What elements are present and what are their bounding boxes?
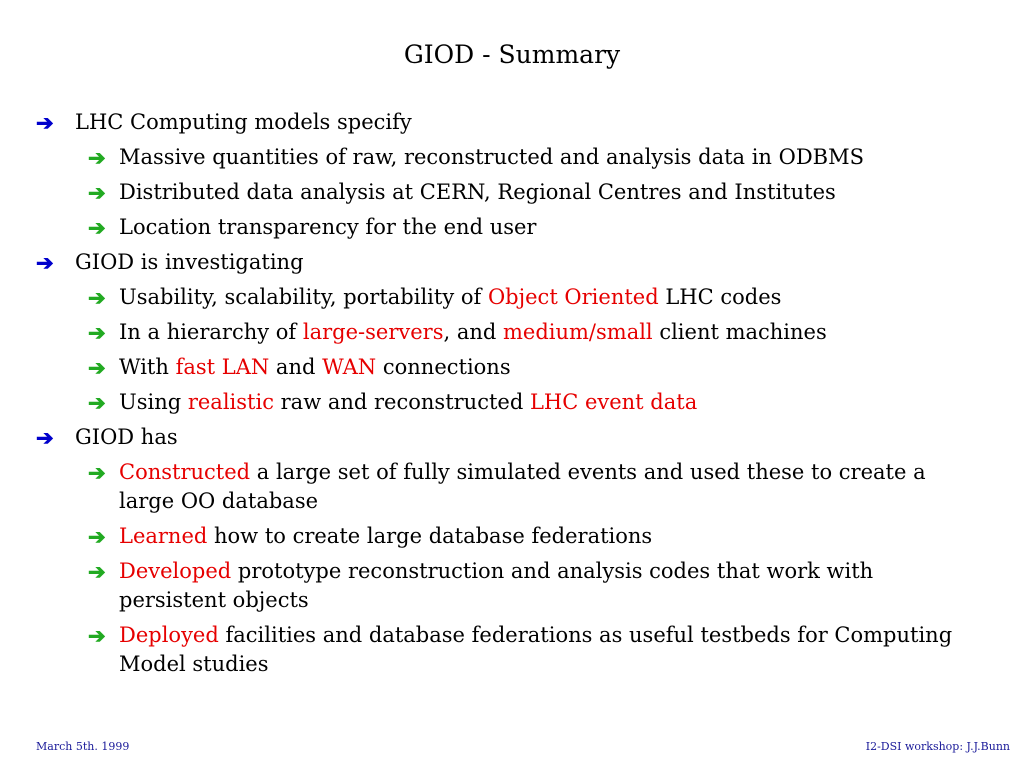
- arrow-bullet-icon: ➔: [36, 250, 54, 275]
- bullet-text: prototype reconstruction and analysis codes that work with persistent objects: [119, 559, 874, 612]
- sub-bullet-item: [0, 143, 1024, 172]
- bullet-text: a large set of fully simulated events and used these to create a large OO database: [119, 460, 926, 513]
- arrow-bullet-icon: ➔: [88, 145, 106, 170]
- arrow-bullet-icon: ➔: [88, 285, 106, 310]
- highlighted-text: WAN: [322, 355, 377, 379]
- highlighted-text: Constructed: [119, 460, 251, 484]
- sub-bullet-item: [0, 283, 1024, 312]
- bullet-text: connections: [376, 355, 511, 379]
- highlighted-text: Deployed: [119, 623, 219, 647]
- highlighted-text: Object Oriented: [487, 285, 659, 309]
- bullet-text: GIOD has: [75, 425, 178, 449]
- arrow-bullet-icon: ➔: [88, 320, 106, 345]
- slide-title: GIOD - Summary: [403, 40, 621, 69]
- bullet-text: Location transparency for the end user: [119, 215, 537, 239]
- bullet-item: [0, 248, 1024, 277]
- highlighted-text: large-servers: [302, 320, 444, 344]
- bullet-text: Distributed data analysis at CERN, Regional Centres and Institutes: [119, 180, 836, 204]
- sub-bullet-item: [0, 388, 1024, 417]
- bullet-text: how to create large database federations: [207, 524, 653, 548]
- sub-bullet-item: [0, 318, 1024, 347]
- sub-bullet-item: [0, 213, 1024, 242]
- sub-bullet-item: [0, 557, 1024, 615]
- bullet-text: LHC codes: [658, 285, 782, 309]
- sub-bullet-item: [0, 458, 1024, 516]
- bullet-text: LHC Computing models specify: [75, 110, 412, 134]
- bullet-text: In a hierarchy of: [119, 320, 303, 344]
- bullet-text: raw and reconstructed: [273, 390, 530, 414]
- sub-bullet-item: [0, 178, 1024, 207]
- arrow-bullet-icon: ➔: [88, 623, 106, 648]
- bullet-text: Massive quantities of raw, reconstructed and analysis data in ODBMS: [119, 145, 865, 169]
- bullet-item: [0, 108, 1024, 137]
- highlighted-text: Learned: [119, 524, 208, 548]
- bullet-text: Using: [119, 390, 188, 414]
- arrow-bullet-icon: ➔: [88, 524, 106, 549]
- bullet-text: With: [119, 355, 176, 379]
- arrow-bullet-icon: ➔: [88, 559, 106, 584]
- arrow-bullet-icon: ➔: [88, 460, 106, 485]
- footer-credit: I2-DSI workshop: J.J.Bunn: [865, 740, 1010, 753]
- arrow-bullet-icon: ➔: [88, 215, 106, 240]
- highlighted-text: LHC event data: [529, 390, 698, 414]
- bullet-text: Usability, scalability, portability of: [119, 285, 488, 309]
- bullet-list: [0, 108, 1024, 685]
- bullet-text: , and: [443, 320, 503, 344]
- sub-bullet-item: [0, 353, 1024, 382]
- highlighted-text: Developed: [119, 559, 232, 583]
- bullet-item: [0, 423, 1024, 452]
- highlighted-text: fast LAN: [175, 355, 270, 379]
- arrow-bullet-icon: ➔: [36, 110, 54, 135]
- highlighted-text: medium/small: [502, 320, 653, 344]
- footer-date: March 5th. 1999: [36, 740, 130, 753]
- arrow-bullet-icon: ➔: [88, 180, 106, 205]
- bullet-text: and: [269, 355, 323, 379]
- arrow-bullet-icon: ➔: [88, 355, 106, 380]
- arrow-bullet-icon: ➔: [36, 425, 54, 450]
- highlighted-text: realistic: [187, 390, 274, 414]
- bullet-text: GIOD is investigating: [75, 250, 304, 274]
- arrow-bullet-icon: ➔: [88, 390, 106, 415]
- bullet-text: client machines: [652, 320, 827, 344]
- bullet-text: facilities and database federations as useful testbeds for Computing Model studies: [119, 623, 953, 676]
- sub-bullet-item: [0, 522, 1024, 551]
- sub-bullet-item: [0, 621, 1024, 679]
